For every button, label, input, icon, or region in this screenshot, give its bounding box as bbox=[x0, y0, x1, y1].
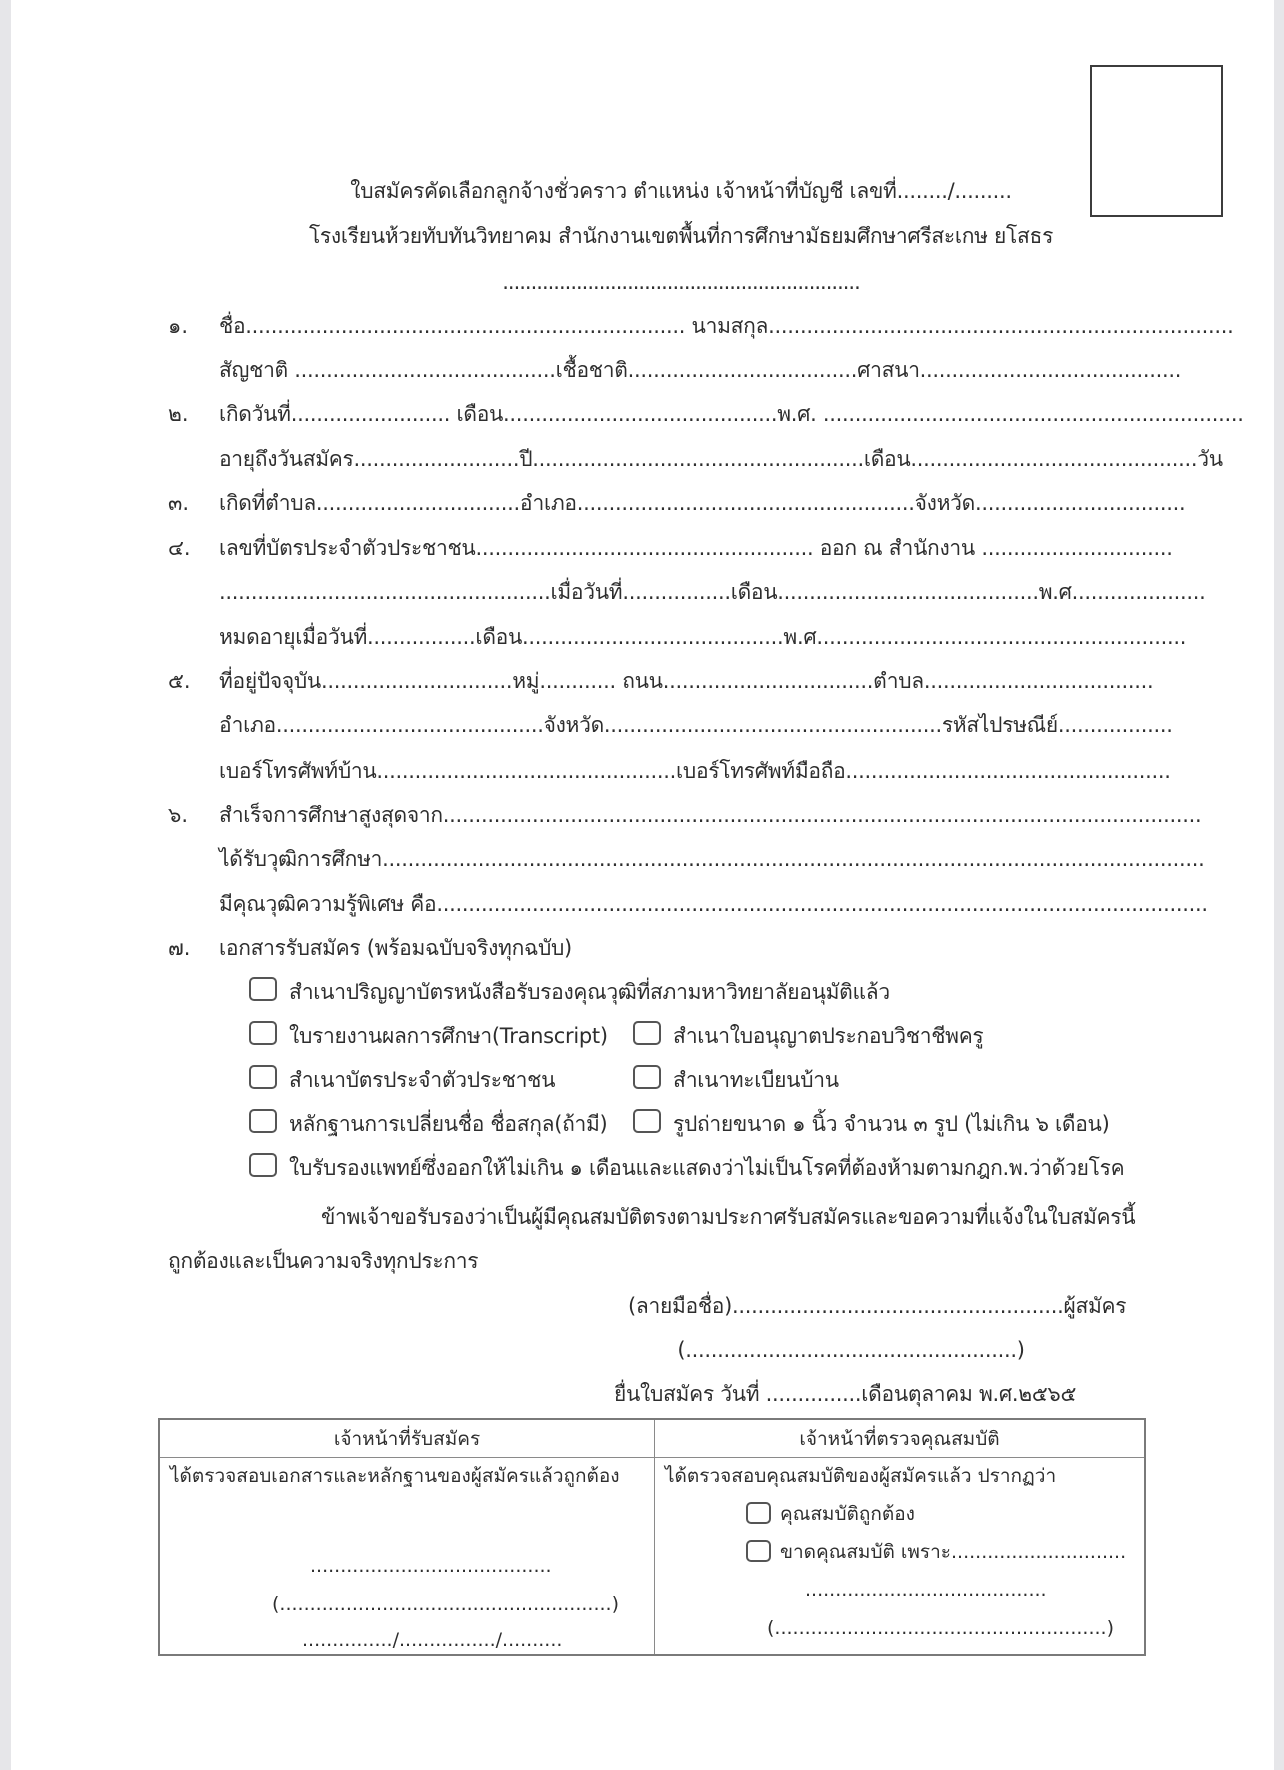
section-2-number: ๒. bbox=[168, 402, 189, 426]
checkbox-photos[interactable] bbox=[633, 1109, 661, 1133]
receiving-officer-statement: ได้ตรวจสอบเอกสารและหลักฐานของผู้สมัครแล้วถูกต้อง bbox=[170, 1465, 620, 1487]
document-page bbox=[11, 0, 1274, 1770]
checkbox-degree-certificate[interactable] bbox=[249, 977, 277, 1001]
age-field[interactable]: อายุถึงวันสมัคร..........................ปี....................................................เดือน.............................................วัน bbox=[219, 447, 1223, 471]
checkbox-qualified[interactable] bbox=[746, 1502, 771, 1524]
section-5-number: ๕. bbox=[168, 669, 191, 693]
title-blank-line[interactable]: ............................................................... bbox=[502, 270, 860, 294]
school-office-line: โรงเรียนห้วยทับทันวิทยาคม สำนักงานเขตพื้นที่การศึกษามัธยมศึกษาศรีสะเกษ ยโสธร bbox=[308, 224, 1054, 248]
checkbox-house-registration[interactable] bbox=[633, 1065, 661, 1089]
photo-box bbox=[1090, 65, 1223, 217]
receiving-officer-signature-line[interactable]: ........................................ bbox=[310, 1555, 552, 1577]
qualification-officer-cell bbox=[655, 1458, 1146, 1656]
checkbox-medical-certificate[interactable] bbox=[249, 1153, 277, 1177]
receiving-officer-header: เจ้าหน้าที่รับสมัคร bbox=[159, 1419, 655, 1458]
qualification-officer-statement: ได้ตรวจสอบคุณสมบัติของผู้สมัครแล้ว ปรากฏว่า bbox=[665, 1465, 1057, 1487]
document-label-name-change: หลักฐานการเปลี่ยนชื่อ ชื่อสกุล(ถ้ามี) bbox=[289, 1112, 608, 1136]
declaration-text: ข้าพเจ้าขอรับรองว่าเป็นผู้มีคุณสมบัติตรงตามประกาศรับสมัครและขอความที่แจ้งในใบสมัครนี้ bbox=[321, 1205, 1136, 1229]
phone-numbers-field[interactable]: เบอร์โทรศัพท์บ้าน...............................................เบอร์โทรศัพท์มือถือ................................................... bbox=[219, 759, 1171, 783]
checkbox-teaching-license[interactable] bbox=[633, 1021, 661, 1045]
section-1-number: ๑. bbox=[168, 314, 189, 338]
document-label-teaching-license: สำเนาใบอนุญาตประกอบวิชาชีพครู bbox=[673, 1024, 984, 1048]
id-card-number-field[interactable]: เลขที่บัตรประจำตัวประชาชน..................................................... ออก ณ สำนักงาน .............................. bbox=[219, 536, 1173, 560]
id-card-expiry-field[interactable]: หมดอายุเมื่อวันที่.................เดือน.........................................พ.ศ.......................................................... bbox=[219, 625, 1187, 649]
birth-date-field[interactable]: เกิดวันที่......................... เดือน...........................................พ.ศ. .................................................................. bbox=[219, 402, 1244, 426]
current-address-field[interactable]: ที่อยู่ปัจจุบัน..............................หมู่............ ถนน.................................ตำบล.................................... bbox=[219, 669, 1154, 693]
qualified-option-label: คุณสมบัติถูกต้อง bbox=[780, 1503, 915, 1525]
section-6-number: ๖. bbox=[168, 803, 189, 827]
checkbox-id-card-copy[interactable] bbox=[249, 1065, 277, 1089]
document-label-photos: รูปถ่ายขนาด ๑ นิ้ว จำนวน ๓ รูป (ไม่เกิน ๖ เดือน) bbox=[673, 1112, 1110, 1136]
applicant-name-line[interactable]: (....................................................) bbox=[677, 1338, 1025, 1362]
checkbox-name-change[interactable] bbox=[249, 1109, 277, 1133]
name-surname-field[interactable]: ชื่อ..................................................................... นามสกุล......................................................................... bbox=[219, 314, 1234, 338]
applicant-signature-line[interactable]: (ลายมือชื่อ)....................................................ผู้สมัคร bbox=[628, 1294, 1127, 1318]
qualification-officer-name-line[interactable]: (.......................................................) bbox=[767, 1617, 1115, 1639]
section-4-number: ๔. bbox=[168, 536, 191, 560]
nationality-ethnicity-religion-field[interactable]: สัญชาติ .........................................เชื้อชาติ....................................ศาสนา......................................... bbox=[219, 358, 1182, 382]
checkbox-not-qualified[interactable] bbox=[746, 1540, 771, 1562]
district-province-postcode-field[interactable]: อำเภอ..........................................จังหวัด.....................................................รหัสไปรษณีย์.................. bbox=[219, 713, 1173, 737]
document-label-house-registration: สำเนาทะเบียนบ้าน bbox=[673, 1068, 839, 1092]
document-label-medical: ใบรับรองแพทย์ซึ่งออกให้ไม่เกิน ๑ เดือนและแสดงว่าไม่เป็นโรคที่ต้องห้ามตามกฎก.พ.ว่าด้วยโรค bbox=[289, 1156, 1125, 1180]
special-skills-field[interactable]: มีคุณวุฒิความรู้พิเศษ คือ......................................................................................................................... bbox=[219, 892, 1208, 916]
degree-field[interactable]: ได้รับวุฒิการศึกษา................................................................................................................................. bbox=[219, 847, 1205, 871]
receiving-officer-name-line[interactable]: (.......................................................) bbox=[272, 1593, 620, 1615]
document-label-id-card: สำเนาบัตรประจำตัวประชาชน bbox=[289, 1068, 556, 1092]
receiving-officer-cell bbox=[159, 1458, 655, 1656]
declaration-text-cont: ถูกต้องและเป็นความจริงทุกประการ bbox=[168, 1249, 479, 1273]
documents-heading: เอกสารรับสมัคร (พร้อมฉบับจริงทุกฉบับ) bbox=[219, 936, 572, 960]
officer-table bbox=[158, 1418, 1146, 1656]
qualification-officer-header: เจ้าหน้าที่ตรวจคุณสมบัติ bbox=[655, 1419, 1146, 1458]
section-7-number: ๗. bbox=[168, 936, 191, 960]
id-card-issue-date-field[interactable]: ....................................................เมื่อวันที่.................เดือน.........................................พ.ศ..................... bbox=[219, 580, 1206, 604]
birthplace-field[interactable]: เกิดที่ตำบล................................อำเภอ.....................................................จังหวัด................................. bbox=[219, 491, 1186, 515]
qualification-officer-signature-line[interactable]: ........................................ bbox=[805, 1579, 1047, 1601]
receiving-officer-date-line[interactable]: .............../................/.......... bbox=[302, 1629, 563, 1651]
section-3-number: ๓. bbox=[168, 491, 190, 515]
document-label-degree: สำเนาปริญญาบัตรหนังสือรับรองคุณวุฒิที่สภามหาวิทยาลัยอนุมัติแล้ว bbox=[289, 980, 890, 1004]
not-qualified-option-label[interactable]: ขาดคุณสมบัติ เพราะ............................. bbox=[780, 1541, 1127, 1563]
form-title: ใบสมัครคัดเลือกลูกจ้างชั่วคราว ตำแหน่ง เจ้าหน้าที่บัญชี เลขที่......../......... bbox=[350, 179, 1012, 203]
document-label-transcript: ใบรายงานผลการศึกษา(Transcript) bbox=[289, 1024, 608, 1048]
application-date-line[interactable]: ยื่นใบสมัคร วันที่ ...............เดือนตุลาคม พ.ศ.๒๕๖๕ bbox=[614, 1382, 1077, 1406]
checkbox-transcript[interactable] bbox=[249, 1021, 277, 1045]
highest-education-field[interactable]: สำเร็จการศึกษาสูงสุดจาก....................................................................................................................... bbox=[219, 803, 1202, 827]
